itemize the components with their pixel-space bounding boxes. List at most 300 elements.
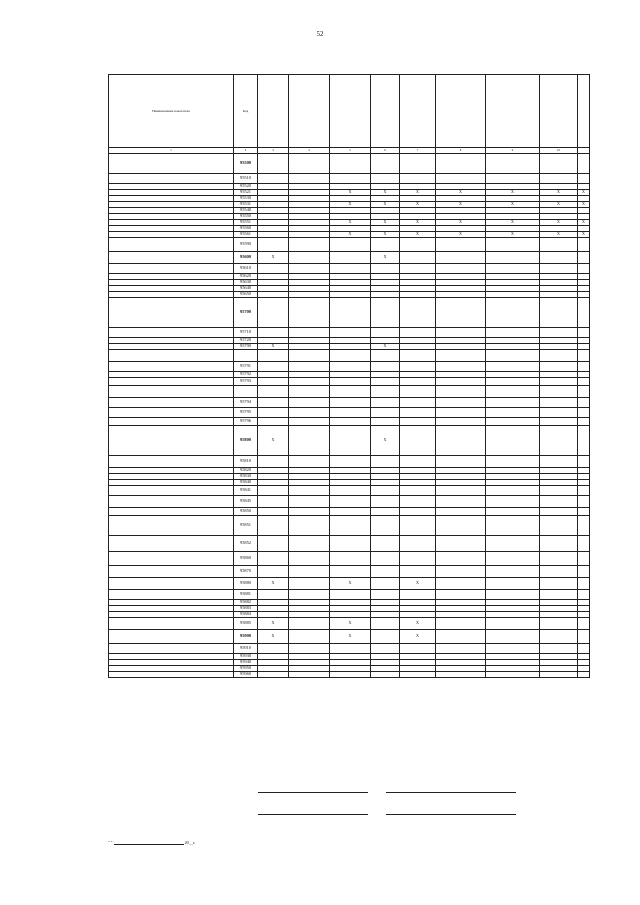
data-cell [540, 578, 578, 590]
x-mark: X [258, 578, 289, 590]
data-cell [578, 362, 590, 372]
data-cell [330, 386, 371, 398]
column-index-6: 6 [371, 148, 400, 154]
row-code: 95845 [234, 496, 258, 508]
data-cell [436, 418, 486, 426]
data-cell [400, 362, 436, 372]
row-label [109, 174, 234, 184]
x-mark: X [371, 220, 400, 226]
x-mark: X [371, 344, 400, 350]
data-cell [486, 426, 540, 456]
data-cell [436, 566, 486, 578]
x-mark: X [330, 190, 371, 196]
row-code: 95720 [234, 338, 258, 344]
data-cell [289, 362, 330, 372]
row-code: 95810 [234, 456, 258, 468]
name-line [386, 792, 516, 793]
data-cell [436, 386, 486, 398]
data-cell [289, 516, 330, 536]
data-cell [330, 566, 371, 578]
data-cell [486, 408, 540, 418]
x-mark: X [330, 630, 371, 644]
row-code: 95850 [234, 508, 258, 516]
data-cell [540, 536, 578, 552]
data-cell [371, 578, 400, 590]
data-cell [371, 566, 400, 578]
data-cell [578, 644, 590, 654]
data-cell [540, 386, 578, 398]
data-cell [436, 672, 486, 678]
x-mark: X [578, 202, 590, 208]
data-cell [289, 618, 330, 630]
data-cell [258, 566, 289, 578]
row-code: 95830 [234, 474, 258, 480]
x-mark: X [436, 232, 486, 238]
data-cell [371, 408, 400, 418]
data-cell [540, 298, 578, 328]
data-cell [371, 378, 400, 386]
row-label [109, 508, 234, 516]
data-cell [330, 298, 371, 328]
data-cell [400, 350, 436, 362]
row-code: 95500 [234, 154, 258, 174]
x-mark: X [540, 190, 578, 196]
x-mark: X [400, 190, 436, 196]
data-cell [330, 174, 371, 184]
x-mark: X [540, 232, 578, 238]
data-cell [371, 328, 400, 338]
column-index-4: 4 [289, 148, 330, 154]
table-row [109, 516, 590, 536]
data-cell [400, 590, 436, 600]
data-cell [371, 154, 400, 174]
row-code: 95820 [234, 468, 258, 474]
row-label [109, 350, 234, 362]
data-cell [289, 552, 330, 566]
x-mark: X [330, 202, 371, 208]
data-cell [258, 536, 289, 552]
data-cell [371, 456, 400, 468]
signature-row-accountant [108, 807, 588, 829]
row-label [109, 378, 234, 386]
data-cell [400, 264, 436, 274]
data-cell [578, 252, 590, 264]
row-code: 95880 [234, 578, 258, 590]
row-label [109, 644, 234, 654]
column-index-8: 8 [436, 148, 486, 154]
data-cell [371, 362, 400, 372]
row-code: 95560 [234, 226, 258, 232]
data-cell [371, 630, 400, 644]
column-index-2: 2 [234, 148, 258, 154]
row-code: 95884 [234, 612, 258, 618]
data-cell [289, 350, 330, 362]
data-cell [330, 496, 371, 508]
data-cell [578, 672, 590, 678]
data-cell [371, 496, 400, 508]
data-cell [436, 644, 486, 654]
data-cell [289, 298, 330, 328]
data-cell [436, 552, 486, 566]
data-cell [578, 618, 590, 630]
data-cell [578, 386, 590, 398]
x-mark: X [400, 630, 436, 644]
data-cell [330, 328, 371, 338]
table-row [109, 328, 590, 338]
data-cell [436, 508, 486, 516]
row-code: 95851 [234, 516, 258, 536]
data-cell [289, 174, 330, 184]
row-code: 95590 [234, 238, 258, 252]
data-cell [400, 496, 436, 508]
row-code [234, 350, 258, 362]
x-mark: X [371, 232, 400, 238]
data-cell [486, 362, 540, 372]
data-cell [258, 378, 289, 386]
data-cell [436, 456, 486, 468]
row-label [109, 252, 234, 264]
page-number: 52 [316, 30, 324, 38]
date-day: " " [108, 840, 113, 845]
data-cell [400, 174, 436, 184]
row-code: 95791 [234, 362, 258, 372]
table-row [109, 386, 590, 398]
data-cell [540, 238, 578, 252]
row-code: 95521 [234, 190, 258, 196]
data-cell [540, 174, 578, 184]
data-cell [436, 174, 486, 184]
data-cell [289, 252, 330, 264]
x-mark: X [258, 252, 289, 264]
data-cell [486, 590, 540, 600]
row-code: 95930 [234, 654, 258, 660]
data-cell [540, 456, 578, 468]
data-cell [330, 552, 371, 566]
data-cell [578, 154, 590, 174]
row-code: 95790 [234, 344, 258, 350]
data-cell [540, 378, 578, 386]
data-cell [436, 264, 486, 274]
data-cell [371, 398, 400, 408]
row-code: 95530 [234, 196, 258, 202]
data-cell [578, 536, 590, 552]
table-row [109, 426, 590, 456]
column-index-1: 1 [109, 148, 234, 154]
data-cell [400, 408, 436, 418]
data-cell [540, 418, 578, 426]
row-label [109, 386, 234, 398]
data-cell [371, 618, 400, 630]
column-header-10 [540, 75, 578, 148]
row-label [109, 536, 234, 552]
table-row [109, 174, 590, 184]
row-code: 95794 [234, 398, 258, 408]
data-cell [289, 154, 330, 174]
data-cell [578, 328, 590, 338]
data-cell [486, 456, 540, 468]
data-cell [258, 362, 289, 372]
data-cell [289, 456, 330, 468]
data-cell [540, 630, 578, 644]
row-label [109, 618, 234, 630]
row-code: 95792 [234, 372, 258, 378]
data-cell [289, 378, 330, 386]
row-code: 95841 [234, 486, 258, 496]
data-cell [540, 252, 578, 264]
data-cell [258, 418, 289, 426]
data-cell [371, 536, 400, 552]
table-row [109, 630, 590, 644]
row-label [109, 590, 234, 600]
data-cell [330, 362, 371, 372]
data-cell [578, 578, 590, 590]
data-cell [540, 398, 578, 408]
data-cell [486, 238, 540, 252]
data-cell [540, 328, 578, 338]
data-cell [371, 508, 400, 516]
data-cell [371, 298, 400, 328]
row-label [109, 238, 234, 252]
column-header-9 [486, 75, 540, 148]
data-cell [330, 408, 371, 418]
data-cell [436, 252, 486, 264]
data-cell [486, 552, 540, 566]
x-mark: X [486, 202, 540, 208]
table-row [109, 154, 590, 174]
data-cell [330, 516, 371, 536]
data-cell [540, 496, 578, 508]
data-cell [540, 516, 578, 536]
column-header-5 [330, 75, 371, 148]
data-cell [330, 426, 371, 456]
table-row [109, 496, 590, 508]
table-header [109, 75, 590, 154]
data-cell [486, 418, 540, 426]
row-label [109, 398, 234, 408]
data-cell [289, 496, 330, 508]
data-cell [486, 496, 540, 508]
data-cell [486, 644, 540, 654]
data-cell [400, 418, 436, 426]
data-cell [289, 264, 330, 274]
row-code: 95540 [234, 208, 258, 214]
row-code: 95881 [234, 590, 258, 600]
data-cell [330, 486, 371, 496]
data-cell [258, 350, 289, 362]
table-row [109, 350, 590, 362]
column-header-6 [371, 75, 400, 148]
signature-line [258, 792, 368, 793]
table-row [109, 618, 590, 630]
row-label [109, 456, 234, 468]
row-label [109, 578, 234, 590]
data-cell [400, 386, 436, 398]
row-code: 95940 [234, 660, 258, 666]
table-row [109, 578, 590, 590]
data-cell [400, 378, 436, 386]
row-code: 95800 [234, 426, 258, 456]
data-cell [289, 398, 330, 408]
row-code: 95795 [234, 408, 258, 418]
data-cell [400, 252, 436, 264]
data-cell [371, 174, 400, 184]
column-index-5: 5 [330, 148, 371, 154]
data-cell [258, 486, 289, 496]
data-cell [436, 496, 486, 508]
row-code: 95710 [234, 328, 258, 338]
row-label [109, 408, 234, 418]
data-cell [330, 536, 371, 552]
data-cell [289, 578, 330, 590]
x-mark: X [540, 202, 578, 208]
column-header-7 [400, 75, 436, 148]
x-mark: X [400, 618, 436, 630]
data-cell [540, 508, 578, 516]
data-cell [289, 508, 330, 516]
date-year: 20__г. [184, 840, 196, 845]
x-mark: X [330, 220, 371, 226]
x-mark: X [258, 426, 289, 456]
row-label [109, 496, 234, 508]
row-code: 95910 [234, 644, 258, 654]
x-mark: X [486, 220, 540, 226]
data-cell [371, 486, 400, 496]
column-header-8 [436, 75, 486, 148]
table-row [109, 590, 590, 600]
data-cell [578, 398, 590, 408]
date-month-blank [114, 839, 184, 845]
row-label [109, 426, 234, 456]
data-cell [436, 408, 486, 418]
data-cell [258, 328, 289, 338]
column-header-3 [258, 75, 289, 148]
data-cell [486, 378, 540, 386]
data-cell [578, 408, 590, 418]
data-cell [289, 566, 330, 578]
data-cell [400, 672, 436, 678]
data-cell [289, 418, 330, 426]
table-row [109, 566, 590, 578]
data-cell [371, 264, 400, 274]
data-cell [436, 378, 486, 386]
data-cell [330, 378, 371, 386]
x-mark: X [400, 202, 436, 208]
data-cell [258, 672, 289, 678]
data-cell [330, 644, 371, 654]
data-cell [258, 496, 289, 508]
row-label [109, 328, 234, 338]
data-cell [578, 378, 590, 386]
data-cell [436, 618, 486, 630]
row-label [109, 566, 234, 578]
table-row [109, 264, 590, 274]
row-label [109, 552, 234, 566]
row-code: 95852 [234, 536, 258, 552]
row-code: 95882 [234, 600, 258, 606]
row-code: 95700 [234, 298, 258, 328]
x-mark: X [371, 426, 400, 456]
signature-row-manager [108, 785, 588, 807]
table-row [109, 644, 590, 654]
x-mark: X [371, 202, 400, 208]
data-cell [400, 456, 436, 468]
data-cell [330, 456, 371, 468]
data-cell [436, 154, 486, 174]
data-cell [486, 536, 540, 552]
data-cell [540, 486, 578, 496]
data-cell [486, 486, 540, 496]
x-mark: X [578, 190, 590, 196]
data-cell [371, 552, 400, 566]
table-body [109, 154, 590, 678]
data-cell [371, 386, 400, 398]
data-cell [258, 238, 289, 252]
row-code: 95793 [234, 378, 258, 386]
data-cell [371, 644, 400, 654]
report-table [108, 74, 590, 678]
data-cell [289, 536, 330, 552]
data-cell [258, 398, 289, 408]
data-cell [486, 578, 540, 590]
data-cell [486, 350, 540, 362]
data-cell [578, 516, 590, 536]
data-cell [578, 496, 590, 508]
data-cell [330, 398, 371, 408]
data-cell [436, 536, 486, 552]
data-cell [289, 238, 330, 252]
x-mark: X [330, 232, 371, 238]
row-label [109, 418, 234, 426]
x-mark: X [436, 220, 486, 226]
data-cell [578, 552, 590, 566]
data-cell [486, 672, 540, 678]
data-cell [486, 328, 540, 338]
x-mark: X [578, 232, 590, 238]
data-cell [258, 516, 289, 536]
data-cell [486, 252, 540, 264]
data-cell [436, 486, 486, 496]
data-cell [540, 362, 578, 372]
data-cell [258, 644, 289, 654]
data-cell [436, 426, 486, 456]
row-label [109, 672, 234, 678]
table-row [109, 486, 590, 496]
data-cell [436, 578, 486, 590]
data-cell [330, 418, 371, 426]
data-cell [540, 590, 578, 600]
data-cell [400, 398, 436, 408]
row-label [109, 630, 234, 644]
row-code: 95531 [234, 202, 258, 208]
date-line [108, 839, 308, 845]
row-code: 95900 [234, 630, 258, 644]
column-index-10: 10 [540, 148, 578, 154]
table-row [109, 508, 590, 516]
row-code: 95860 [234, 552, 258, 566]
table-row [109, 298, 590, 328]
data-cell [540, 350, 578, 362]
data-cell [289, 486, 330, 496]
table-row [109, 252, 590, 264]
data-cell [436, 362, 486, 372]
name-line [386, 814, 516, 815]
row-label [109, 362, 234, 372]
data-cell [400, 566, 436, 578]
data-cell [486, 174, 540, 184]
data-cell [400, 238, 436, 252]
data-cell [289, 590, 330, 600]
data-cell [578, 174, 590, 184]
